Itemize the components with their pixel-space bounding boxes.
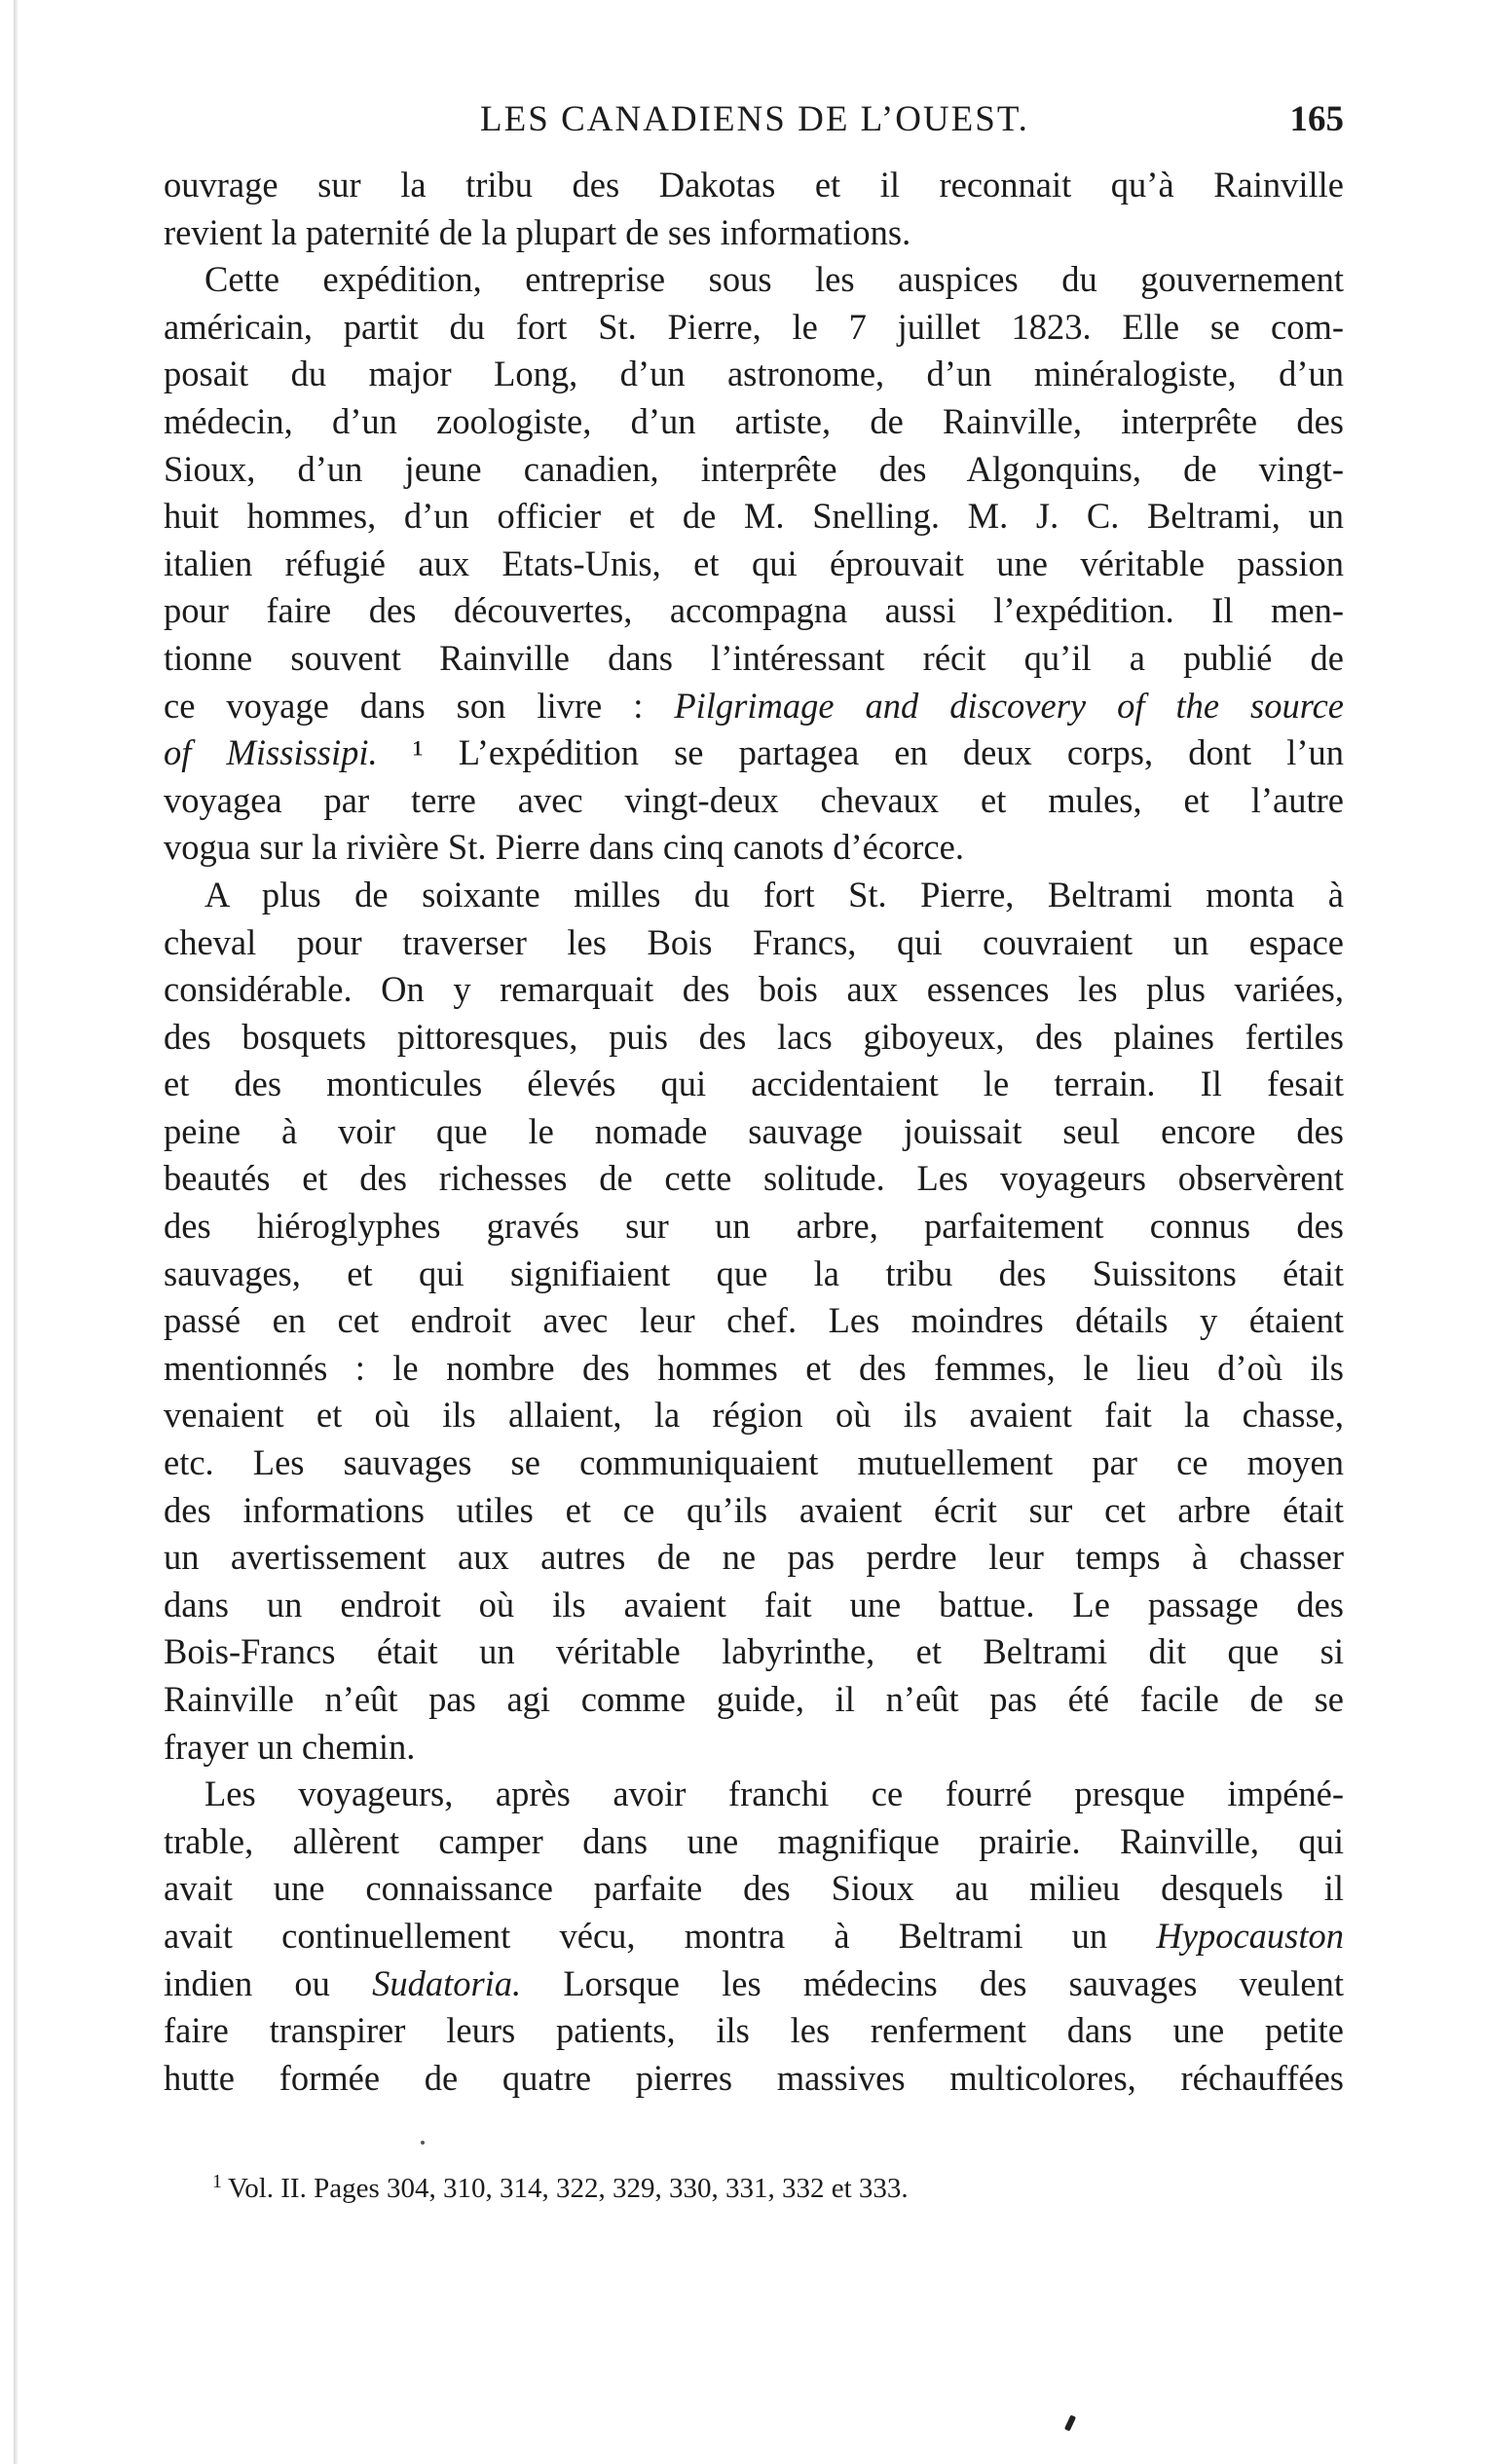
running-title: LES CANADIENS DE L’OUEST. — [480, 99, 1029, 139]
text-line: pour faire des découvertes, accompagna aussi l’expédition. Il men- — [164, 590, 1344, 631]
text-line: frayer un chemin. — [164, 1726, 416, 1767]
ink-speck — [1064, 2414, 1076, 2431]
text-line: avait une connaissance parfaite des Sioux au milieu desquels il — [164, 1868, 1344, 1909]
text-line: médecin, d’un zoologiste, d’un artiste, de Rainville, interprête des — [164, 400, 1344, 441]
page-header — [166, 95, 1344, 154]
text-line: passé en cet endroit avec leur chef. Les moindres détails y étaient — [164, 1300, 1344, 1341]
text-line: mentionnés : le nombre des hommes et des femmes, le lieu d’où ils — [164, 1347, 1344, 1388]
text-line: dans un endroit où ils avaient fait une battue. Le passage des — [164, 1584, 1344, 1624]
text-line: un avertissement aux autres de ne pas perdre leur temps à chasser — [164, 1537, 1344, 1578]
footnote-marker: 1 — [212, 2171, 222, 2192]
paragraph — [164, 1771, 1344, 2102]
text-line: A plus de soixante milles du fort St. Pierre, Beltrami monta à — [204, 874, 1344, 915]
text-line: des hiéroglyphes gravés sur un arbre, parfaitement connus des — [164, 1206, 1344, 1247]
text-line: Les voyageurs, après avoir franchi ce fourré presque impéné- — [204, 1773, 1344, 1814]
text-line: tionne souvent Rainville dans l’intéressant récit qu’il a publié de — [164, 637, 1344, 678]
paragraph — [164, 162, 1344, 256]
page-edge — [14, 0, 18, 2464]
text-line: trable, allèrent camper dans une magnifique prairie. Rainville, qui — [164, 1820, 1344, 1861]
text-line: etc. Les sauvages se communiquaient mutuellement par ce moyen — [164, 1442, 1344, 1483]
text-line: sauvages, et qui signifiaient que la tribu des Suissitons était — [164, 1252, 1344, 1293]
paragraph — [164, 872, 1344, 1771]
text-line: vogua sur la rivière St. Pierre dans cinq canots d’écorce. — [164, 827, 964, 868]
text-line: américain, partit du fort St. Pierre, le 7 juillet 1823. Elle se com- — [164, 306, 1344, 347]
text-line: italien réfugié aux Etats-Unis, et qui éprouvait une véritable passion — [164, 542, 1344, 583]
text-line: des bosquets pittoresques, puis des lacs giboyeux, des plaines fertiles — [164, 1016, 1344, 1057]
text-line: des informations utiles et ce qu’ils avaient écrit sur cet arbre était — [164, 1489, 1344, 1530]
text-line: hutte formée de quatre pierres massives multicolores, réchauffées — [164, 2057, 1344, 2098]
text-line: indien ou Sudatoria. Lorsque les médecins des sauvages veulent — [164, 1962, 1344, 2003]
text-line: revient la paternité de la plupart de ses informations. — [164, 211, 911, 252]
text-line: Bois-Francs était un véritable labyrinthe, et Beltrami dit que si — [164, 1631, 1344, 1672]
text-line: beautés et des richesses de cette solitude. Les voyageurs observèrent — [164, 1158, 1344, 1199]
paragraph — [164, 256, 1344, 872]
text-line: venaient et où ils allaient, la région où ils avaient fait la chasse, — [164, 1395, 1344, 1436]
text-line: Sioux, d’un jeune canadien, interprête des Algonquins, de vingt- — [164, 448, 1344, 489]
body-text — [164, 162, 1344, 2102]
ink-dot — [421, 2141, 425, 2145]
text-line: Cette expédition, entreprise sous les auspices du gouvernement — [204, 259, 1344, 300]
footnote-text: Vol. II. Pages 304, 310, 314, 322, 329, 330, 331, 332 et 333. — [228, 2173, 909, 2204]
text-line: faire transpirer leurs patients, ils les renferment dans une petite — [164, 2010, 1344, 2051]
text-line: voyagea par terre avec vingt-deux chevaux et mules, et l’autre — [164, 779, 1344, 820]
text-line: cheval pour traverser les Bois Francs, qui couvraient un espace — [164, 921, 1344, 962]
text-line: posait du major Long, d’un astronome, d’un minéralogiste, d’un — [164, 354, 1344, 394]
text-line: huit hommes, d’un officier et de M. Snelling. M. J. C. Beltrami, un — [164, 496, 1344, 537]
text-line: of Mississipi. ¹ L’expédition se partagea en deux corps, dont l’un — [164, 732, 1344, 773]
page-number: 165 — [1289, 99, 1344, 139]
footnote — [212, 2162, 909, 2208]
text-line: avait continuellement vécu, montra à Beltrami un Hypocauston — [164, 1915, 1344, 1956]
text-line: ce voyage dans son livre : Pilgrimage and discovery of the source — [164, 685, 1344, 726]
text-line: ouvrage sur la tribu des Dakotas et il reconnait qu’à Rainville — [164, 165, 1344, 205]
text-line: Rainville n’eût pas agi comme guide, il n’eût pas été facile de se — [164, 1679, 1344, 1719]
text-line: et des monticules élevés qui accidentaient le terrain. Il fesait — [164, 1064, 1344, 1104]
text-line: peine à voir que le nomade sauvage jouissait seul encore des — [164, 1110, 1344, 1151]
text-line: considérable. On y remarquait des bois aux essences les plus variées, — [164, 969, 1344, 1010]
